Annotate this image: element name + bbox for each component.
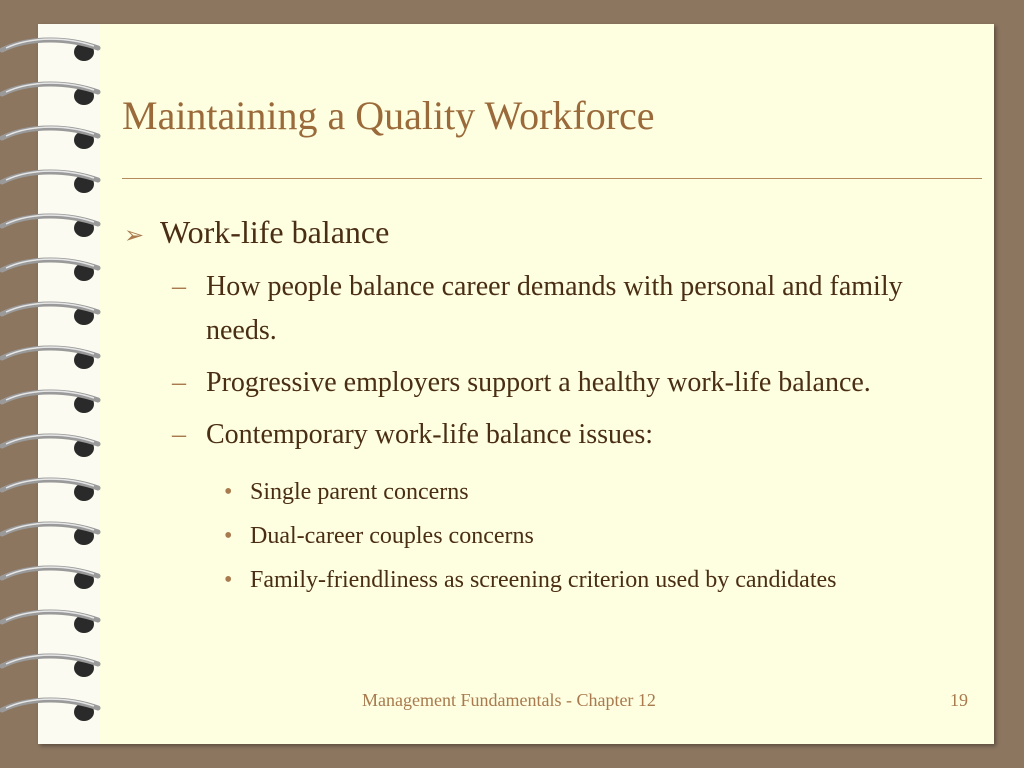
issue-item [224, 477, 984, 507]
arrow-bullet-icon: ➢ [124, 223, 145, 249]
spiral-binding-icon [0, 24, 130, 744]
title-divider [122, 178, 982, 179]
dot-bullet-icon: • [224, 523, 233, 549]
footer-text: Management Fundamentals - Chapter 12 [362, 690, 656, 710]
bullet-work-life-balance [124, 214, 984, 251]
issue-item [224, 521, 984, 551]
issue-text: Family-friendliness as screening criterion used by candidates [250, 567, 837, 593]
slide-content [124, 214, 984, 609]
sub-item-text: Progressive employers support a healthy work-life balance. [206, 367, 871, 398]
sub-item [172, 413, 962, 457]
bullet-text: Work-life balance [160, 214, 390, 250]
dash-bullet-icon: – [172, 271, 186, 302]
dash-bullet-icon: – [172, 419, 186, 450]
sub-item-text: How people balance career demands with personal and family needs. [206, 271, 903, 346]
slide-number: 19 [950, 690, 968, 710]
sub-item-text: Contemporary work-life balance issues: [206, 419, 654, 450]
slide-title: Maintaining a Quality Workforce [122, 93, 655, 138]
issue-text: Single parent concerns [250, 479, 469, 505]
dash-bullet-icon: – [172, 367, 186, 398]
dot-bullet-icon: • [224, 567, 233, 593]
issue-text: Dual-career couples concerns [250, 523, 534, 549]
dot-bullet-icon: • [224, 479, 233, 505]
sub-item [172, 361, 962, 405]
issue-item [224, 565, 984, 595]
sub-item [172, 265, 962, 353]
